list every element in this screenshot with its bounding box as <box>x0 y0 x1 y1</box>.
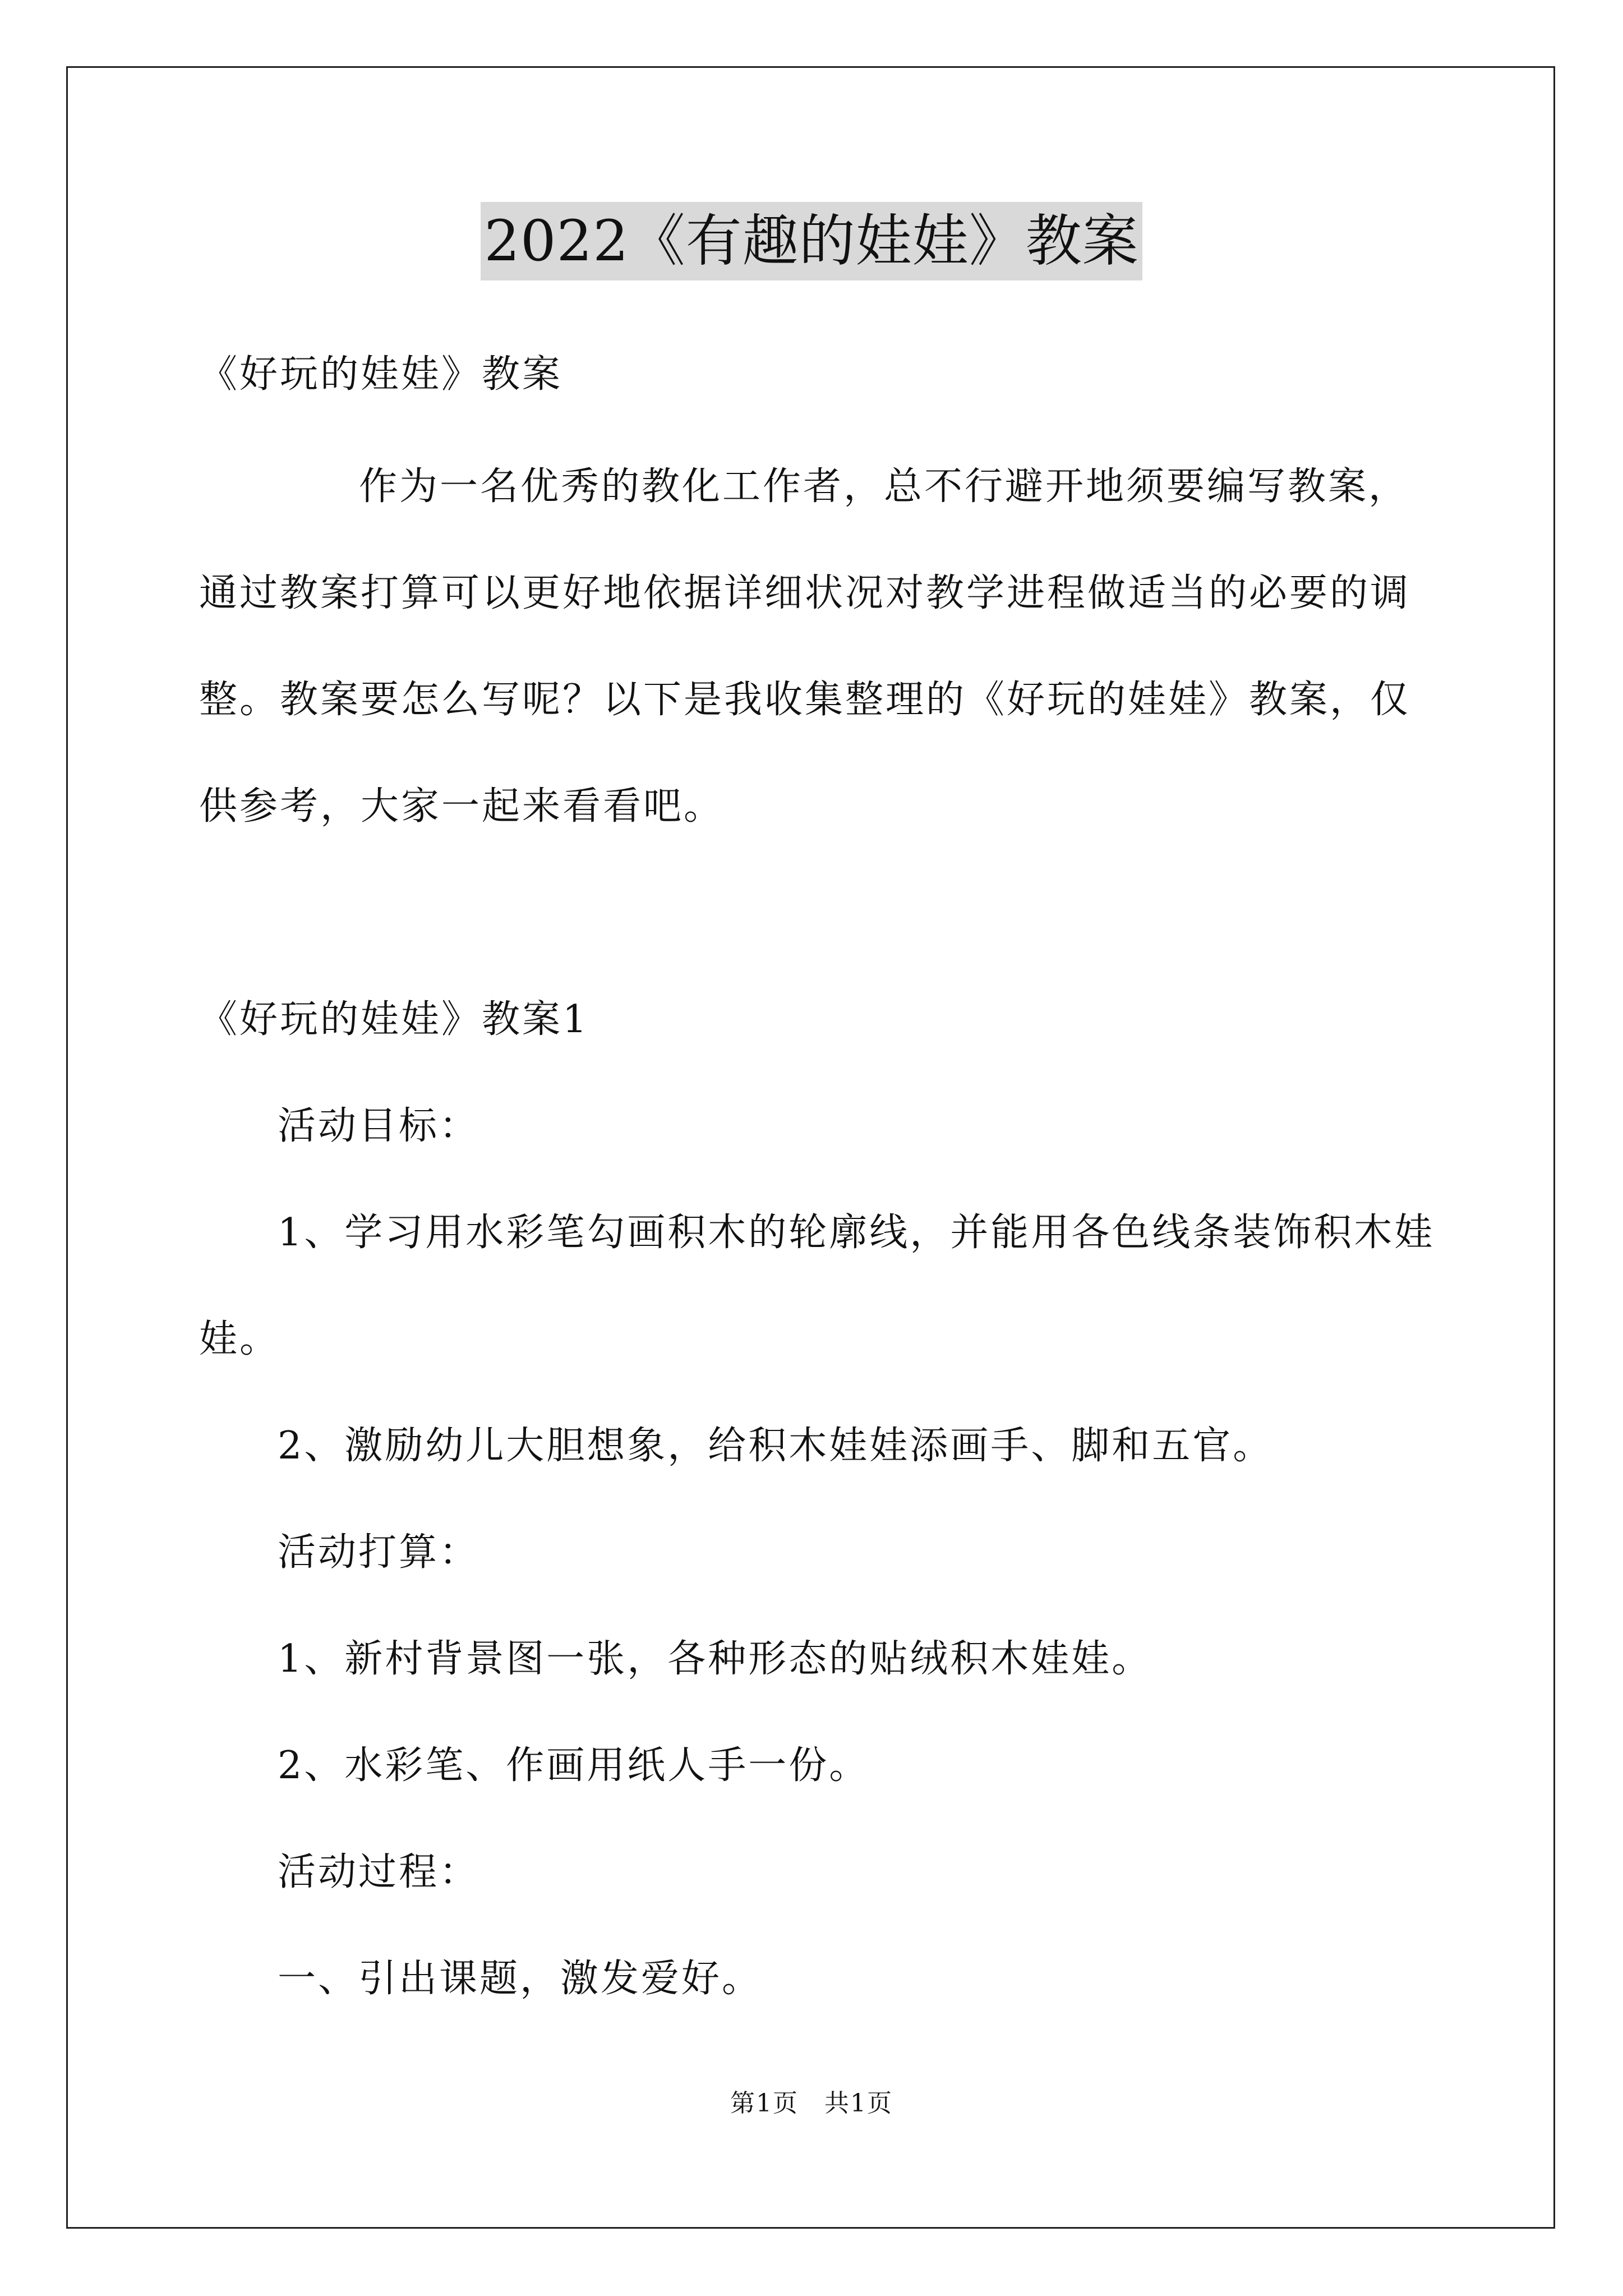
process-step-1: 一、引出课题，激发爱好。 <box>278 1957 763 2001</box>
title-container <box>0 202 1623 280</box>
activity-process-heading: 活动过程： <box>278 1850 480 1894</box>
lesson-plan-1-heading: 《好玩的娃娃》教案1 <box>199 997 589 1042</box>
preparation-2: 2、水彩笔、作画用纸人手一份。 <box>278 1743 870 1788</box>
goal-1-line-2: 娃。 <box>199 1317 280 1361</box>
section-heading: 《好玩的娃娃》教案 <box>199 352 563 397</box>
activity-goals-heading: 活动目标： <box>278 1104 480 1148</box>
intro-paragraph-line-3: 整。教案要怎么写呢？以下是我收集整理的《好玩的娃娃》教案，仅 <box>199 678 1411 722</box>
goal-1-line-1: 1、学习用水彩笔勾画积木的轮廓线，并能用各色线条装饰积木娃 <box>278 1211 1435 1255</box>
intro-paragraph-line-4: 供参考，大家一起来看看吧。 <box>199 784 725 829</box>
preparation-1: 1、新村背景图一张，各种形态的贴绒积木娃娃。 <box>278 1637 1152 1681</box>
page-footer: 第1页 共1页 <box>730 2089 893 2118</box>
activity-preparation-heading: 活动打算： <box>278 1530 480 1575</box>
intro-paragraph-line-2: 通过教案打算可以更好地依据详细状况对教学进程做适当的必要的调 <box>199 571 1411 615</box>
intro-paragraph-line-1: 作为一名优秀的教化工作者，总不行避开地须要编写教案， <box>359 464 1409 509</box>
goal-2: 2、激励幼儿大胆想象，给积木娃娃添画手、脚和五官。 <box>278 1424 1274 1468</box>
document-title: 2022《有趣的娃娃》教案 <box>481 202 1142 280</box>
